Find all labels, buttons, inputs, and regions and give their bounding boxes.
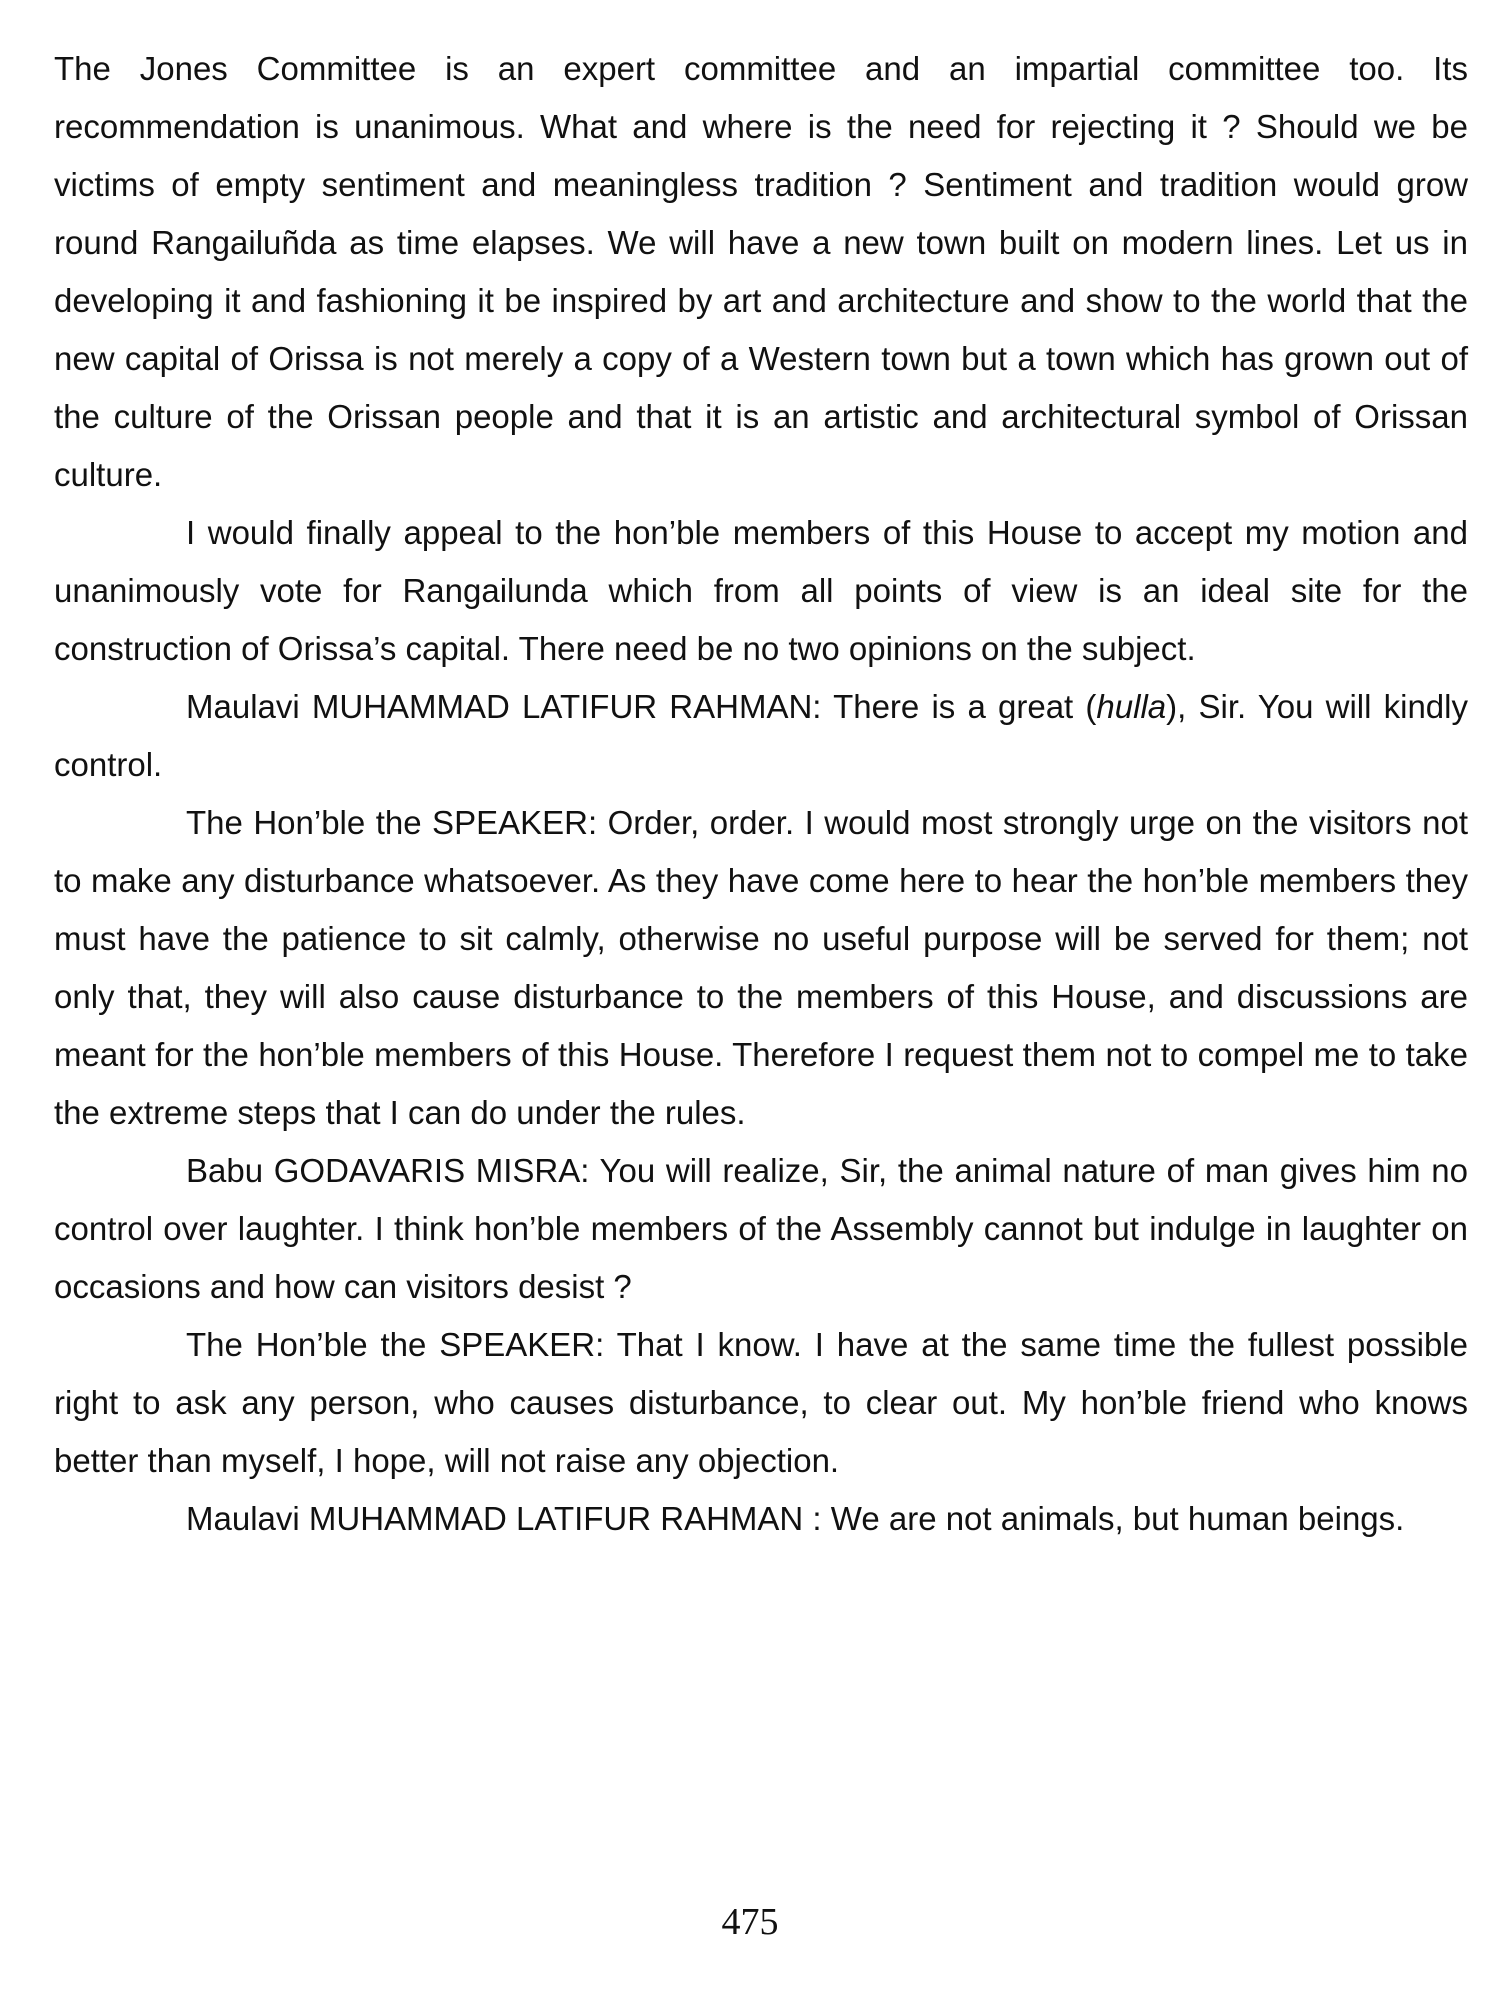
- paragraph-text-after: ), Sir. You will kindly control.: [54, 688, 1468, 783]
- paragraph-speaker-reply: The Hon’ble the SPEAKER: That I know. I have at the same time the fullest possible right to ask any person, who causes disturbance, to clear out. My hon’ble friend who knows better than myself, I hope, will not raise any objection.: [54, 1326, 1468, 1479]
- paragraph-speaker-order: The Hon’ble the SPEAKER: Order, order. I would most strongly urge on the visitors not to make any disturbance whatsoever. As they have come here to hear the hon’ble members they must have the patience to sit calmly, otherwise no useful purpose will be served for them; not only that, they will also cause disturbance to the members of this House, and discussions are meant for the hon’ble members of this House. Therefore I request them not to compel me to take the extreme steps that I can do under the rules.: [54, 804, 1468, 1131]
- paragraph-jones-committee: The Jones Committee is an expert committee and an impartial committee too. Its recommendation is unanimous. What and where is the need for rejecting it ? Should we be victims of empty sentiment and meaningless tradition ? Sentiment and tradition would grow round Rangailuñda as time elapses. We will have a new town built on modern lines. Let us in developing it and fashioning it be inspired by art and architecture and show to the world that the new capital of Orissa is not merely a copy of a Western town but a town which has grown out of the culture of the Orissan people and that it is an artistic and architectural symbol of Orissan culture.: [54, 50, 1468, 493]
- paragraph-final-appeal: I would finally appeal to the hon’ble members of this House to accept my motion and unanimously vote for Rangailunda which from all points of view is an ideal site for the construction of Orissa’s capital. There need be no two opinions on the subject.: [54, 514, 1468, 667]
- page-number: 475: [721, 1901, 779, 1943]
- paragraph-latifur-rahman-hulla: [54, 678, 1468, 794]
- document-body: [54, 40, 1468, 1548]
- paragraph-latifur-rahman-human: Maulavi MUHAMMAD LATIFUR RAHMAN : We are not animals, but human beings.: [186, 1500, 1405, 1537]
- paragraph-godavaris-misra: Babu GODAVARIS MISRA: You will realize, Sir, the animal nature of man gives him no control over laughter. I think hon’ble members of the Assembly cannot but indulge in laughter on occasions and how can visitors desist ?: [54, 1152, 1468, 1305]
- italic-term-hulla: hulla: [1096, 688, 1167, 725]
- paragraph-text-before: Maulavi MUHAMMAD LATIFUR RAHMAN: There is a great (: [186, 688, 1097, 725]
